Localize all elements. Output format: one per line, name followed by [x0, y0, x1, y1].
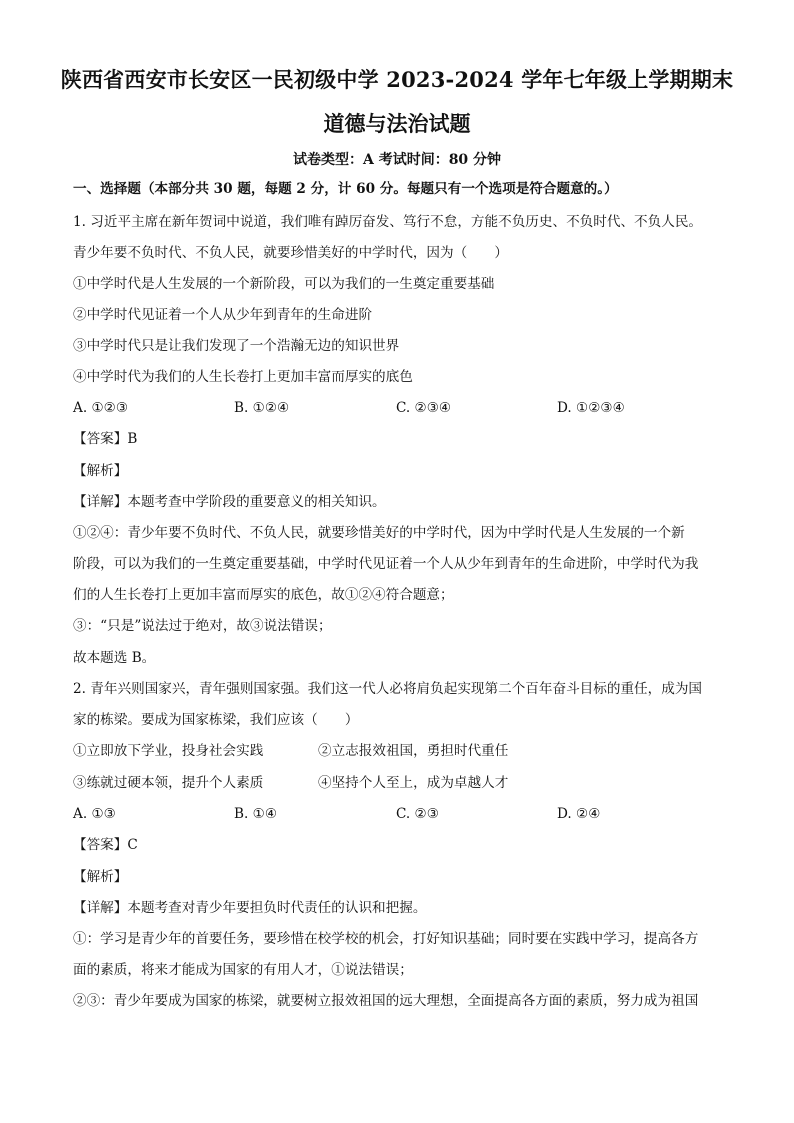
q1-stem-line1: 1. 习近平主席在新年贺词中说道，我们唯有踔厉奋发、笃行不怠，方能不负历史、不负时代、不负人民。 [73, 214, 703, 230]
q2-statement-1: ①立即放下学业，投身社会实践 [73, 743, 264, 759]
q2-explanation-line1: ①：学习是青少年的首要任务，要珍惜在校学校的机会，打好知识基础；同时要在实践中学习，提高各方 [73, 931, 699, 947]
q1-statement-1: ①中学时代是人生发展的一个新阶段，可以为我们的一生奠定重要基础 [73, 276, 495, 292]
q2-option-c: C. ②③ [396, 806, 439, 822]
q2-option-d: D. ②④ [557, 806, 601, 822]
q1-option-d: D. ①②③④ [557, 400, 625, 416]
q2-option-a: A. ①③ [73, 806, 116, 822]
q1-explanation-line4: ③：“只是”说法过于绝对，故③说法错误； [73, 618, 332, 634]
exam-title-line1: 陕西省西安市长安区一民初级中学 2023-2024 学年七年级上学期期末 [60, 67, 734, 92]
q2-statement-3: ③练就过硬本领，提升个人素质 [73, 775, 264, 791]
q2-statement-4: ④坚持个人至上，成为卓越人才 [318, 775, 509, 791]
q2-analysis-label: 【解析】 [73, 869, 128, 885]
q2-option-b: B. ①④ [234, 806, 278, 822]
q1-option-b: B. ①②④ [234, 400, 290, 416]
section-heading: 一、选择题（本部分共 30 题，每题 2 分，计 60 分。每题只有一个选项是符合题意的。） [73, 181, 618, 197]
q2-stem-line2: 家的栋梁。要成为国家栋梁，我们应该（ ） [73, 712, 359, 728]
q2-stem-line1: 2. 青年兴则国家兴，青年强则国家强。我们这一代人必将肩负起实现第二个百年奋斗目标的重任，成为国 [73, 681, 703, 697]
exam-title-line2: 道德与法治试题 [323, 111, 471, 136]
q1-explanation-line3: 们的人生长卷打上更加丰富而厚实的底色，故①②④符合题意； [73, 587, 454, 603]
q1-explanation-line1: ①②④：青少年要不负时代、不负人民，就要珍惜美好的中学时代，因为中学时代是人生发展的一个新 [73, 525, 685, 541]
q1-statement-2: ②中学时代见证着一个人从少年到青年的生命进阶 [73, 307, 373, 323]
q2-explanation-line2: 面的素质，将来才能成为国家的有用人才，①说法错误； [73, 962, 413, 978]
q1-analysis-label: 【解析】 [73, 463, 128, 479]
q1-statement-4: ④中学时代为我们的人生长卷打上更加丰富而厚实的底色 [73, 369, 413, 385]
q1-conclusion: 故本题选 B。 [73, 650, 156, 666]
q1-option-a: A. ①②③ [73, 400, 129, 416]
q2-statement-2: ②立志报效祖国，勇担时代重任 [318, 743, 509, 759]
q2-answer: 【答案】C [73, 837, 138, 853]
q1-answer: 【答案】B [73, 431, 138, 447]
q2-explanation-line3: ②③：青少年要成为国家的栋梁，就要树立报效祖国的远大理想，全面提高各方面的素质，努力成为祖国 [73, 993, 699, 1009]
q1-statement-3: ③中学时代只是让我们发现了一个浩瀚无边的知识世界 [73, 338, 400, 354]
q1-stem-line2: 青少年要不负时代、不负人民，就要珍惜美好的中学时代，因为（ ） [73, 245, 508, 261]
exam-subtitle: 试卷类型：A 考试时间：80 分钟 [292, 152, 502, 168]
q1-detail: 【详解】本题考查中学阶段的重要意义的相关知识。 [73, 494, 386, 510]
q1-option-c: C. ②③④ [396, 400, 452, 416]
q2-detail: 【详解】本题考查对青少年要担负时代责任的认识和把握。 [73, 900, 427, 916]
q1-explanation-line2: 阶段，可以为我们的一生奠定重要基础，中学时代见证着一个人从少年到青年的生命进阶，中学时代为我 [73, 556, 699, 572]
